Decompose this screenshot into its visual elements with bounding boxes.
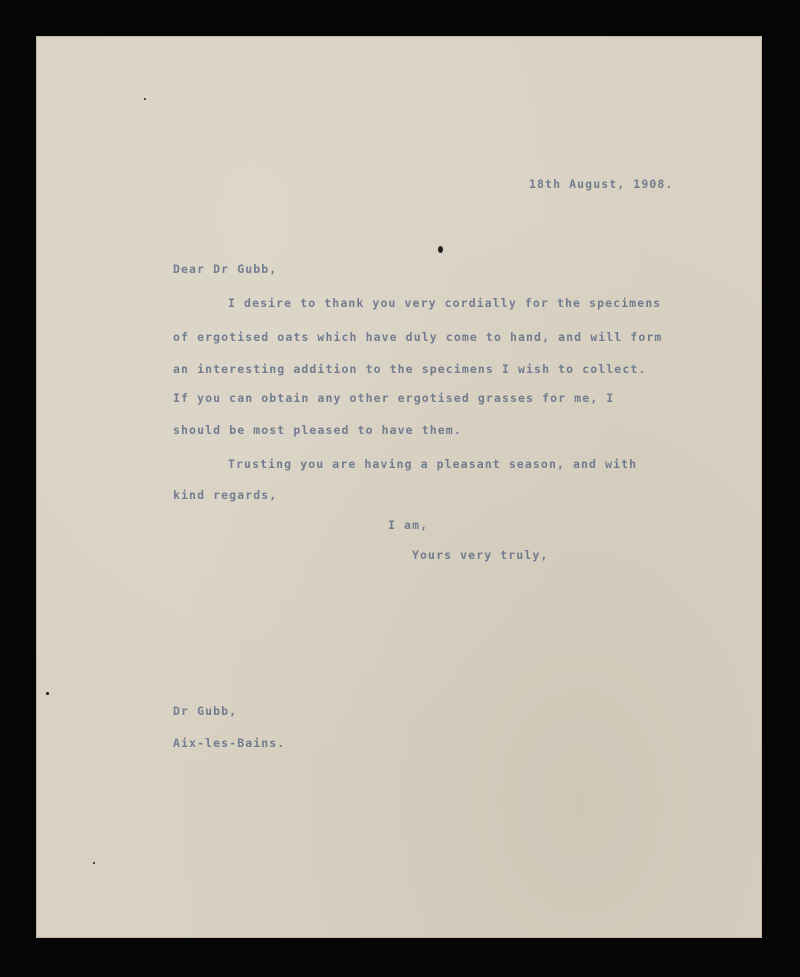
letter-date: 18th August, 1908. (529, 177, 674, 191)
body-line-3: an interesting addition to the specimens I wish to collect. (173, 362, 647, 376)
body-line-7: kind regards, (173, 488, 278, 502)
closing-i-am: I am, (388, 518, 429, 532)
ink-speck (438, 246, 443, 253)
body-line-1: I desire to thank you very cordially for the specimens (228, 296, 662, 310)
salutation: Dear Dr Gubb, (173, 262, 278, 276)
closing-yours-truly: Yours very truly, (412, 548, 549, 562)
body-line-2: of ergotised oats which have duly come to hand, and will form (173, 330, 663, 344)
body-line-6: Trusting you are having a pleasant season, and with (228, 457, 638, 471)
body-line-5: should be most pleased to have them. (173, 423, 462, 437)
recipient-place: Aix-les-Bains. (173, 736, 286, 750)
body-line-4: If you can obtain any other ergotised grasses for me, I (173, 391, 615, 405)
recipient-name: Dr Gubb, (173, 704, 238, 718)
edge-speck (46, 692, 49, 695)
edge-speck (93, 862, 95, 864)
ink-speck (144, 98, 146, 100)
letter-page (36, 36, 762, 938)
